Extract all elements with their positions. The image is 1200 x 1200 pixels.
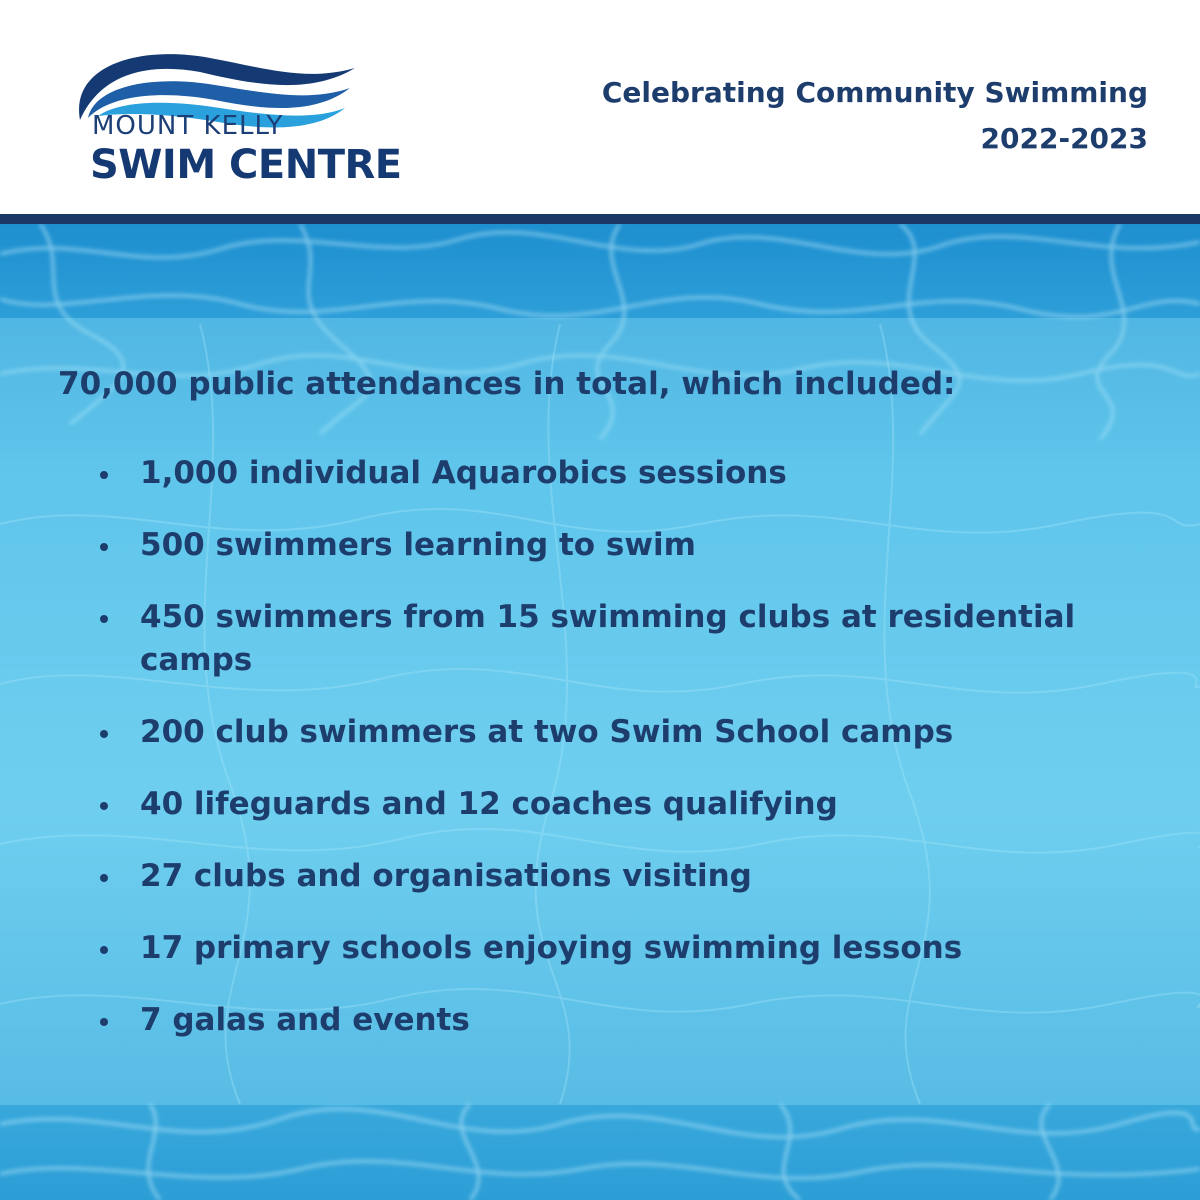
- list-item-text: 40 lifeguards and 12 coaches qualifying: [140, 786, 838, 822]
- list-item-text: 7 galas and events: [140, 1002, 470, 1038]
- bullet-icon: [100, 946, 108, 954]
- bullet-icon: [100, 615, 108, 623]
- list-item: [100, 596, 1170, 682]
- header-divider: [0, 214, 1200, 224]
- logo-text-swim-centre: SWIM CENTRE: [90, 142, 402, 188]
- stats-headline: 70,000 public attendances in total, which included:: [58, 366, 956, 402]
- list-item-text: 500 swimmers learning to swim: [140, 527, 696, 563]
- list-item: [100, 524, 1170, 567]
- tagline-title: Celebrating Community Swimming: [601, 76, 1148, 109]
- list-item-text: 200 club swimmers at two Swim School camps: [140, 714, 954, 750]
- list-item: [100, 927, 1170, 970]
- list-item-text: 450 swimmers from 15 swimming clubs at residential camps: [140, 599, 1076, 678]
- stats-list: [100, 452, 1170, 1071]
- bullet-icon: [100, 874, 108, 882]
- bullet-icon: [100, 730, 108, 738]
- list-item: [100, 783, 1170, 826]
- list-item: [100, 855, 1170, 898]
- bullet-icon: [100, 1018, 108, 1026]
- list-item-text: 1,000 individual Aquarobics sessions: [140, 455, 787, 491]
- tagline-years: 2022-2023: [980, 122, 1148, 155]
- header-tagline: [602, 70, 1148, 162]
- list-item: [100, 999, 1170, 1042]
- header: [0, 0, 1200, 214]
- logo-text-mount-kelly: MOUNT KELLY: [92, 111, 284, 141]
- bullet-icon: [100, 471, 108, 479]
- list-item-text: 17 primary schools enjoying swimming lessons: [140, 930, 963, 966]
- bullet-icon: [100, 802, 108, 810]
- bullet-icon: [100, 543, 108, 551]
- list-item-text: 27 clubs and organisations visiting: [140, 858, 752, 894]
- list-item: [100, 711, 1170, 754]
- swim-centre-logo: [50, 40, 430, 190]
- list-item: [100, 452, 1170, 495]
